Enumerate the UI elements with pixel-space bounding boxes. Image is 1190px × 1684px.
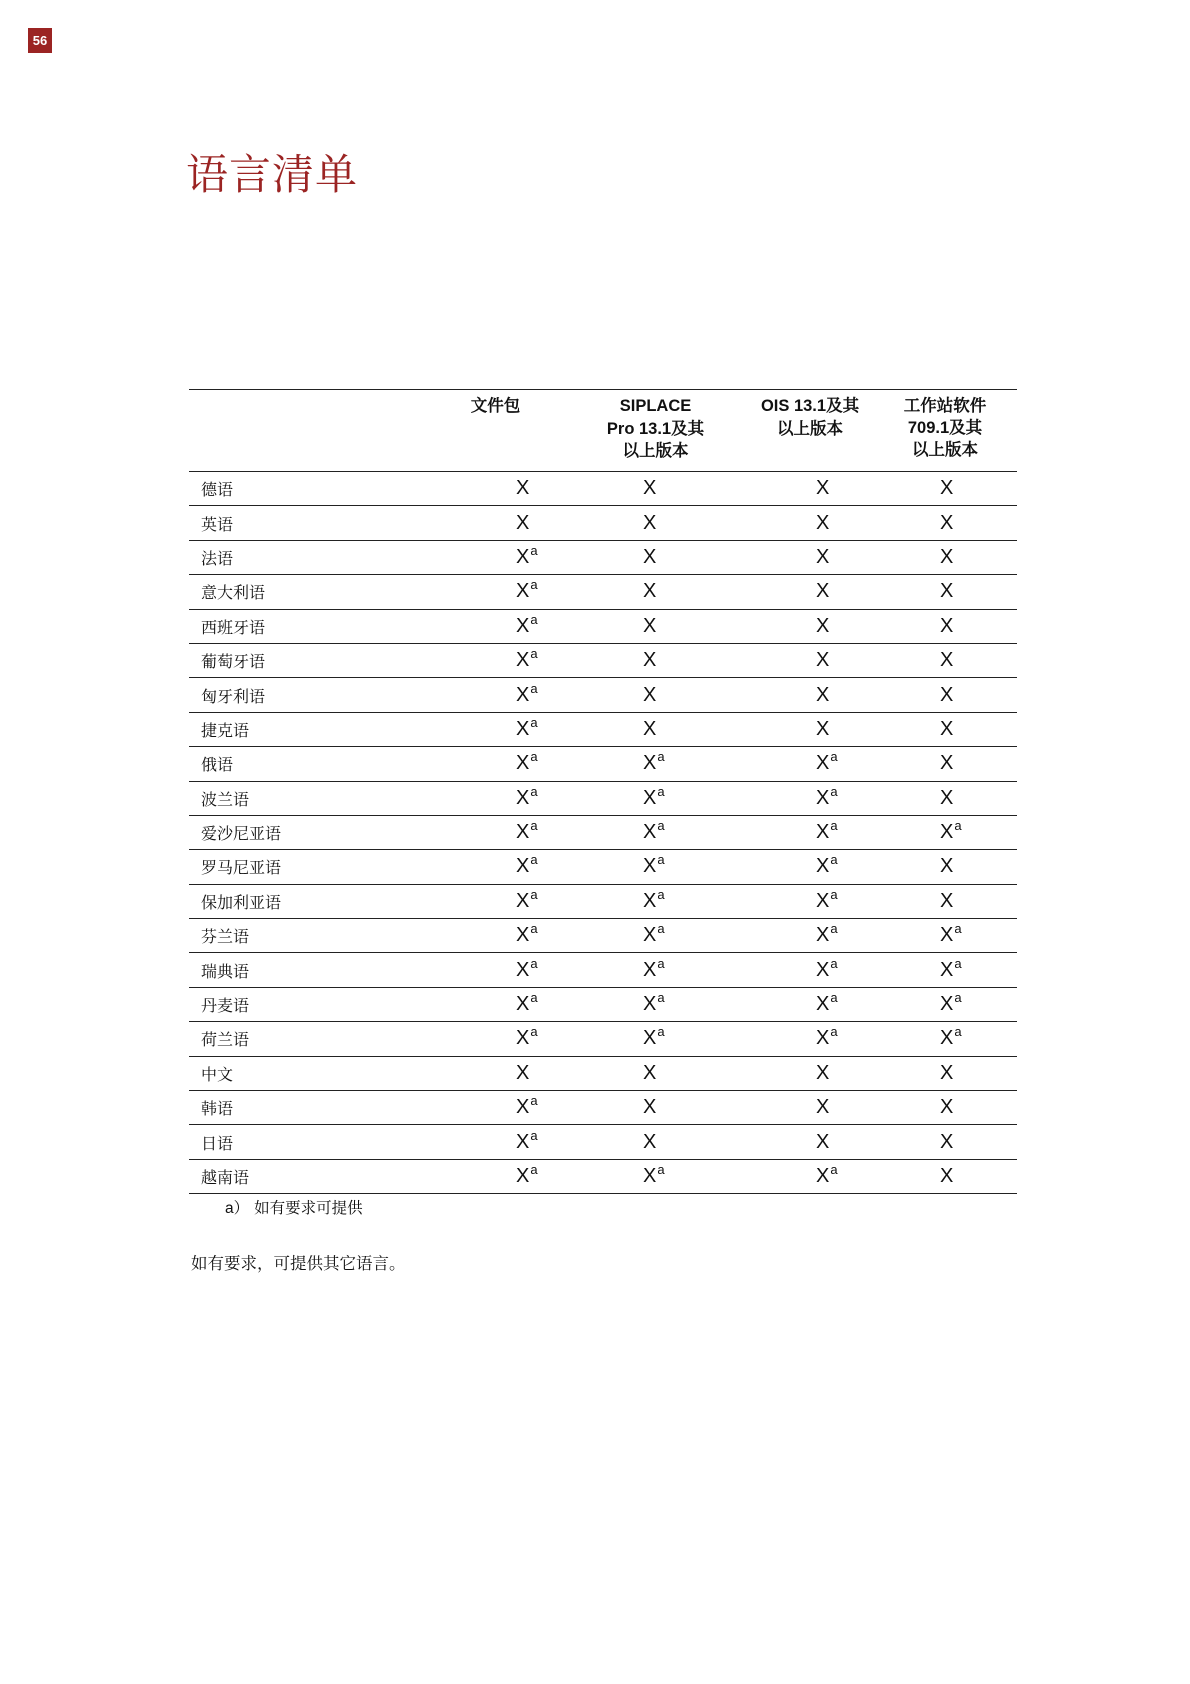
language-table <box>189 389 1017 1194</box>
language-name: 法语 <box>201 548 234 568</box>
language-name: 罗马尼亚语 <box>201 858 282 878</box>
footnote-marker: a <box>530 886 538 902</box>
availability-mark: $X^a$ <box>516 577 538 603</box>
table-row <box>189 678 1017 712</box>
table-row <box>189 609 1017 643</box>
header-text: 以上版本 <box>912 440 978 459</box>
header-workstation <box>873 390 1017 472</box>
availability-mark: $X^a$ <box>516 611 538 637</box>
availability-mark: X <box>816 580 830 603</box>
footnote-marker: a <box>954 921 962 937</box>
availability-mark: $X^a$ <box>516 1127 538 1153</box>
availability-mark: X <box>643 477 657 500</box>
availability-mark: $X^a$ <box>516 921 538 947</box>
availability-mark: X <box>940 752 954 775</box>
availability-mark: X <box>643 683 657 706</box>
availability-mark: X <box>816 511 830 534</box>
language-name: 德语 <box>201 480 234 500</box>
page-title: 语言清单 <box>186 150 359 199</box>
availability-mark: $X^a$ <box>516 818 538 844</box>
availability-mark: $X^a$ <box>516 1162 538 1187</box>
availability-mark: $X^a$ <box>516 749 538 775</box>
table-row <box>189 540 1017 574</box>
language-name: 西班牙语 <box>201 617 266 637</box>
language-name: 中文 <box>201 1064 234 1084</box>
table-row <box>189 884 1017 918</box>
availability-mark: $X^a$ <box>516 680 538 706</box>
table-row <box>189 1159 1017 1193</box>
header-text: SIPLACE <box>619 397 692 415</box>
footnote-marker: a <box>657 886 665 902</box>
footnote-marker: a <box>530 714 538 730</box>
table-row <box>189 747 1017 781</box>
availability-mark: $X^a$ <box>643 990 665 1016</box>
availability-mark: X <box>816 683 830 706</box>
availability-mark: X <box>816 545 830 568</box>
footnote-marker: a <box>954 955 962 971</box>
footnote-marker: a <box>657 955 665 971</box>
footnote-marker: a <box>530 1093 538 1109</box>
availability-mark: X <box>643 649 657 672</box>
availability-mark: $X^a$ <box>816 921 838 947</box>
footnote-marker: a <box>830 990 838 1006</box>
availability-mark: X <box>816 614 830 637</box>
availability-mark: $X^a$ <box>516 886 538 912</box>
availability-mark: X <box>940 580 954 603</box>
table-body <box>189 472 1017 1194</box>
availability-mark: X <box>940 477 954 500</box>
availability-mark: $X^a$ <box>516 955 538 981</box>
language-name: 荷兰语 <box>201 1030 250 1050</box>
availability-mark: X <box>940 717 954 740</box>
table-row <box>189 1125 1017 1159</box>
availability-mark: $X^a$ <box>940 818 962 844</box>
footnote-marker: a <box>657 1162 665 1177</box>
availability-mark: X <box>516 511 530 534</box>
language-name: 匈牙利语 <box>201 686 266 706</box>
availability-mark: $X^a$ <box>643 1024 665 1050</box>
header-text: 工作站软件 <box>903 396 987 415</box>
table-row <box>189 987 1017 1021</box>
availability-mark: $X^a$ <box>516 783 538 809</box>
header-text: Pro 13.1 <box>606 419 672 438</box>
availability-mark: $X^a$ <box>816 886 838 912</box>
availability-mark: $X^a$ <box>940 990 962 1016</box>
availability-mark: X <box>940 683 954 706</box>
availability-mark: $X^a$ <box>816 955 838 981</box>
language-name: 保加利亚语 <box>201 892 282 912</box>
availability-mark: $X^a$ <box>816 852 838 878</box>
availability-mark: X <box>940 614 954 637</box>
table-row <box>189 643 1017 677</box>
availability-mark: $X^a$ <box>516 542 538 568</box>
availability-mark: $X^a$ <box>516 646 538 672</box>
footnote-marker: a <box>657 783 665 799</box>
availability-mark: $X^a$ <box>940 921 962 947</box>
availability-mark: $X^a$ <box>816 990 838 1016</box>
availability-mark: X <box>643 1130 657 1153</box>
header-text: 文件包 <box>470 396 521 415</box>
language-name: 韩语 <box>201 1099 234 1119</box>
footnote-marker: a <box>530 1024 538 1040</box>
footnote <box>225 1196 363 1218</box>
availability-mark: $X^a$ <box>816 818 838 844</box>
header-line <box>875 417 1015 440</box>
availability-mark: X <box>940 1096 954 1119</box>
footnote-key: a） <box>225 1200 250 1217</box>
table-row <box>189 781 1017 815</box>
footnote-marker: a <box>830 1024 838 1040</box>
availability-mark: $X^a$ <box>816 1024 838 1050</box>
table-row <box>189 850 1017 884</box>
availability-mark: X <box>816 477 830 500</box>
availability-mark: X <box>643 545 657 568</box>
availability-mark: $X^a$ <box>643 921 665 947</box>
availability-mark: X <box>643 614 657 637</box>
table-row <box>189 575 1017 609</box>
footnote-marker: a <box>954 990 962 1006</box>
footnote-marker: a <box>530 818 538 834</box>
footnote-marker: a <box>657 818 665 834</box>
footnote-text: 如有要求可提供 <box>254 1199 363 1217</box>
table-row <box>189 1091 1017 1125</box>
availability-mark: $X^a$ <box>516 852 538 878</box>
availability-mark: $X^a$ <box>516 1024 538 1050</box>
availability-mark: X <box>516 1061 530 1084</box>
footnote-marker: a <box>530 1162 538 1177</box>
footnote-marker: a <box>830 955 838 971</box>
table-header-row <box>189 390 1017 472</box>
header-siplace-pro <box>564 390 747 472</box>
availability-mark: $X^a$ <box>940 1024 962 1050</box>
availability-mark: X <box>940 1061 954 1084</box>
header-text: 及其 <box>671 418 705 438</box>
language-name: 芬兰语 <box>201 927 250 947</box>
table-row <box>189 1022 1017 1056</box>
availability-mark: $X^a$ <box>643 783 665 809</box>
header-line <box>875 439 1015 461</box>
footnote-marker: a <box>530 955 538 971</box>
availability-mark: X <box>816 1061 830 1084</box>
table-row <box>189 919 1017 953</box>
footnote-marker: a <box>530 646 538 662</box>
availability-mark: $X^a$ <box>643 955 665 981</box>
availability-mark: $X^a$ <box>816 783 838 809</box>
table-row <box>189 712 1017 746</box>
availability-mark: $X^a$ <box>643 886 665 912</box>
table-row <box>189 815 1017 849</box>
header-ois <box>747 390 873 472</box>
header-line <box>566 418 745 441</box>
header-line <box>875 395 1015 417</box>
footnote-marker: a <box>530 749 538 765</box>
footnote-marker: a <box>530 1127 538 1143</box>
availability-note: 如有要求，可提供其它语言。 <box>191 1254 406 1273</box>
availability-mark: X <box>516 477 530 500</box>
language-name: 葡萄牙语 <box>201 652 266 672</box>
header-package <box>427 390 564 472</box>
availability-mark: X <box>940 649 954 672</box>
availability-mark: X <box>816 1096 830 1119</box>
language-name: 波兰语 <box>201 789 250 809</box>
header-line <box>429 395 562 417</box>
footnote-marker: a <box>657 1024 665 1040</box>
header-text: 以上版本 <box>622 441 689 460</box>
availability-mark: X <box>940 1165 954 1187</box>
footnote-marker: a <box>830 749 838 765</box>
availability-mark: X <box>940 545 954 568</box>
header-line <box>749 395 871 418</box>
footnote-marker: a <box>830 1162 838 1177</box>
availability-mark: X <box>816 717 830 740</box>
footnote-marker: a <box>954 1024 962 1040</box>
language-name: 越南语 <box>201 1168 250 1187</box>
footnote-marker: a <box>530 783 538 799</box>
footnote-marker: a <box>530 680 538 696</box>
availability-mark: $X^a$ <box>643 1162 665 1187</box>
table-row <box>189 1056 1017 1090</box>
availability-mark: X <box>643 580 657 603</box>
footnote-marker: a <box>830 783 838 799</box>
header-text: 及其 <box>949 417 983 437</box>
footnote-marker: a <box>657 852 665 868</box>
availability-mark: $X^a$ <box>940 955 962 981</box>
availability-mark: X <box>643 1096 657 1119</box>
footnote-marker: a <box>530 542 538 558</box>
availability-mark: $X^a$ <box>816 1162 838 1187</box>
availability-mark: $X^a$ <box>816 749 838 775</box>
availability-mark: X <box>816 1130 830 1153</box>
header-text: OIS 13.1 <box>760 397 827 415</box>
footnote-marker: a <box>657 921 665 937</box>
footnote-marker: a <box>530 577 538 593</box>
language-name: 日语 <box>201 1133 234 1153</box>
availability-mark: $X^a$ <box>516 990 538 1016</box>
availability-mark: X <box>643 1061 657 1084</box>
header-line <box>749 418 871 440</box>
availability-mark: X <box>940 511 954 534</box>
header-line <box>566 395 745 418</box>
footnote-marker: a <box>954 818 962 834</box>
language-name: 爱沙尼亚语 <box>201 824 282 844</box>
availability-mark: $X^a$ <box>643 749 665 775</box>
header-line <box>566 440 745 462</box>
table-row <box>189 953 1017 987</box>
language-name: 英语 <box>201 514 234 534</box>
page-number-badge: 56 <box>28 28 52 53</box>
header-text: 709.1 <box>907 418 950 437</box>
footnote-marker: a <box>830 818 838 834</box>
availability-mark: X <box>643 717 657 740</box>
availability-mark: X <box>940 855 954 878</box>
availability-mark: X <box>643 511 657 534</box>
footnote-marker: a <box>530 611 538 627</box>
availability-mark: $X^a$ <box>643 852 665 878</box>
language-name: 意大利语 <box>201 583 266 603</box>
footnote-marker: a <box>657 990 665 1006</box>
availability-mark: X <box>940 786 954 809</box>
footnote-marker: a <box>530 990 538 1006</box>
language-name: 丹麦语 <box>201 996 250 1016</box>
availability-mark: X <box>940 889 954 912</box>
footnote-marker: a <box>830 852 838 868</box>
header-language <box>189 390 427 472</box>
table-row <box>189 506 1017 540</box>
availability-mark: $X^a$ <box>516 1093 538 1119</box>
language-name: 俄语 <box>201 755 234 775</box>
footnote-marker: a <box>530 921 538 937</box>
availability-mark: X <box>940 1130 954 1153</box>
availability-mark: $X^a$ <box>516 714 538 740</box>
language-name: 捷克语 <box>201 720 250 740</box>
table-row <box>189 472 1017 506</box>
footnote-marker: a <box>657 749 665 765</box>
footnote-marker: a <box>830 886 838 902</box>
language-name: 瑞典语 <box>201 961 250 981</box>
header-text: 及其 <box>826 396 860 415</box>
availability-mark: X <box>816 649 830 672</box>
availability-mark: $X^a$ <box>643 818 665 844</box>
footnote-marker: a <box>830 921 838 937</box>
header-text: 以上版本 <box>777 418 843 438</box>
footnote-marker: a <box>530 852 538 868</box>
